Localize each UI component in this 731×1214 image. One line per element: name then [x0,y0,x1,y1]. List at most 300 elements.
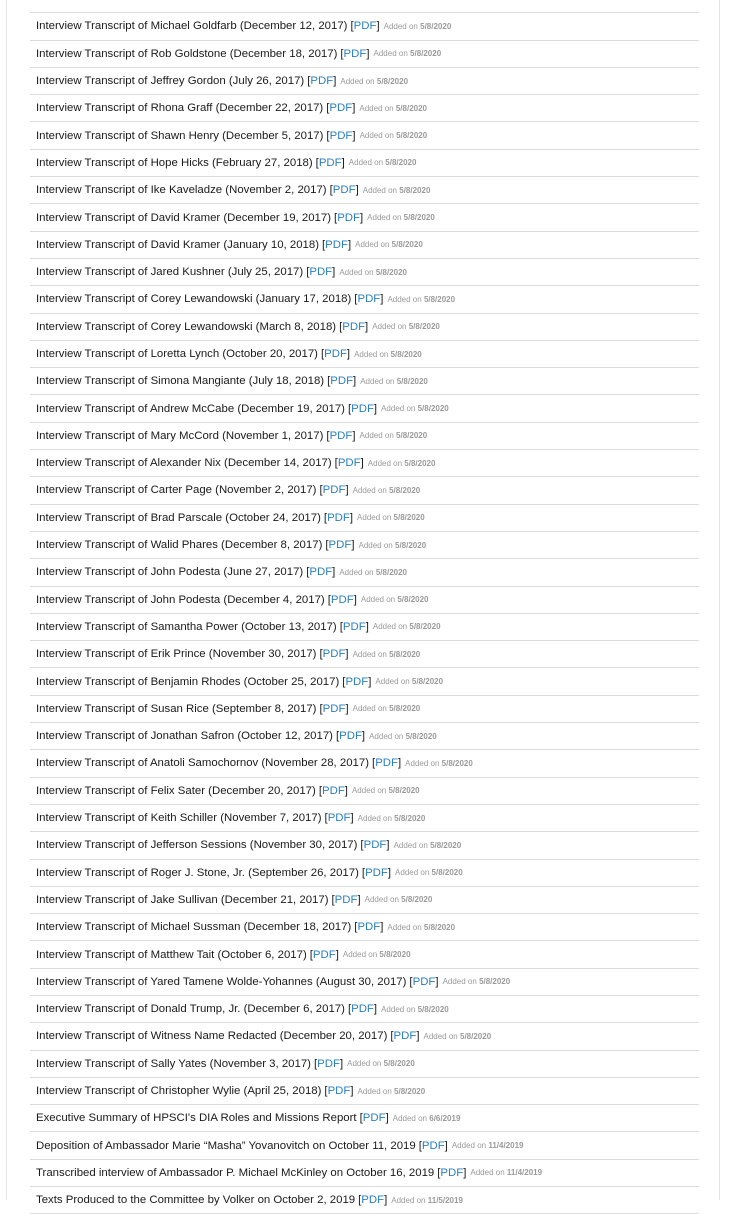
document-title: Texts Produced to the Committee by Volker on October 2, 2019 [36,1194,356,1207]
added-on-date: 5/8/2020 [394,813,426,823]
added-on-note [358,1087,426,1096]
pdf-link-wrapper: [PDF] [306,566,336,579]
added-on-date: 5/8/2020 [411,677,444,687]
added-on-label: Added on [391,1195,426,1205]
document-row [30,341,699,368]
added-on-date: 5/8/2020 [390,349,422,359]
added-on-note [353,486,421,495]
pdf-link[interactable]: PDF [412,975,436,988]
added-on-date: 5/8/2020 [389,485,421,495]
document-title: Interview Transcript of Roger J. Stone, Jr. (September 26, 2017) [36,866,359,879]
document-title: Interview Transcript of David Kramer (January 10, 2018) [36,238,319,251]
document-row [30,177,699,204]
added-on-note [359,541,427,550]
document-row [30,778,699,805]
pdf-link-wrapper: [PDF] [418,1139,448,1152]
added-on-label: Added on [470,1168,505,1178]
pdf-link[interactable]: PDF [393,1030,417,1043]
document-title: Deposition of Ambassador Marie “Masha” Yovanovitch on October 11, 2019 [36,1139,416,1152]
pdf-link-wrapper: [PDF] [313,1057,344,1070]
added-on-date: 5/8/2020 [375,567,407,577]
added-on-date: 5/8/2020 [479,977,511,987]
added-on-date: 5/8/2020 [430,840,462,850]
added-on-label: Added on [405,758,440,768]
added-on-date: 5/8/2020 [375,267,407,277]
added-on-label: Added on [359,103,394,113]
added-on-label: Added on [423,1031,458,1041]
pdf-link[interactable]: PDF [328,539,352,552]
document-row [30,368,699,395]
document-row [30,122,699,149]
pdf-link[interactable]: PDF [351,1003,374,1016]
added-on-date: 11/4/2019 [506,1168,543,1178]
pdf-link-wrapper: [PDF] [324,1085,354,1098]
document-title: Interview Transcript of Sally Yates (November 3, 2017) [36,1057,311,1070]
added-on-note [353,704,421,713]
document-row [30,68,699,95]
added-on-date: 5/8/2020 [395,103,427,113]
document-title: Interview Transcript of Donald Trump, Jr. (December 6, 2017) [36,1003,345,1016]
document-row [30,614,699,641]
added-on-label: Added on [347,1059,382,1069]
pdf-link-wrapper: [PDF] [319,702,349,715]
added-on-label: Added on [360,595,396,605]
added-on-label: Added on [352,485,387,495]
document-title: Interview Transcript of Mary McCord (November 1, 2017) [36,429,324,442]
added-on-label: Added on [381,404,416,414]
pdf-link[interactable]: PDF [351,402,374,415]
added-on-date: 5/8/2020 [395,540,427,550]
added-on-label: Added on [372,322,407,332]
document-title: Interview Transcript of Rhona Graff (December 22, 2017) [36,102,324,115]
document-title: Interview Transcript of Erik Prince (November 30, 2017) [36,648,317,661]
added-on-note [363,186,431,195]
document-title: Interview Transcript of Alexander Nix (December 14, 2017) [36,457,332,470]
pdf-link[interactable]: PDF [362,1112,386,1125]
document-row [30,832,699,859]
pdf-link-wrapper: [PDF] [323,511,354,524]
added-on-date: 5/8/2020 [417,1004,449,1014]
pdf-link[interactable]: PDF [317,1057,340,1070]
pdf-link[interactable]: PDF [363,839,387,852]
added-on-note [424,1032,492,1041]
added-on-label: Added on [357,1086,392,1096]
pdf-link[interactable]: PDF [357,293,381,306]
document-title: Interview Transcript of Samantha Power (October 13, 2017) [36,620,337,633]
pdf-link[interactable]: PDF [361,1194,385,1207]
pdf-link-wrapper: [PDF] [320,348,351,360]
added-on-note [443,977,511,986]
added-on-note [375,677,443,686]
added-on-label: Added on [387,294,422,304]
added-on-note [368,459,436,468]
pdf-link-wrapper: [PDF] [340,47,370,60]
added-on-label: Added on [354,349,389,359]
added-on-date: 5/8/2020 [441,758,473,768]
added-on-label: Added on [392,1113,428,1123]
added-on-label: Added on [442,977,477,987]
document-row [30,668,699,695]
pdf-link-wrapper: [PDF] [315,156,345,169]
pdf-link[interactable]: PDF [327,812,351,825]
document-title: Interview Transcript of Michael Goldfarb (December 12, 2017) [36,20,348,33]
added-on-note [357,513,425,522]
document-row [30,941,699,968]
pdf-link[interactable]: PDF [310,75,334,88]
added-on-date: 11/5/2019 [427,1195,463,1205]
added-on-date: 5/8/2020 [403,213,435,223]
added-on-date: 5/8/2020 [383,1059,415,1069]
pdf-link[interactable]: PDF [342,320,366,333]
pdf-link-wrapper: [PDF] [334,211,364,224]
added-on-date: 5/8/2020 [410,49,442,59]
added-on-date: 5/8/2020 [417,404,449,414]
document-row [30,395,699,422]
pdf-link[interactable]: PDF [353,20,377,33]
pdf-link-wrapper: [PDF] [347,402,378,415]
added-on-date: 5/8/2020 [385,158,417,168]
pdf-link[interactable]: PDF [312,948,336,961]
document-title: Interview Transcript of Rob Goldstone (December 18, 2017) [36,47,338,60]
pdf-link-wrapper: [PDF] [437,1166,467,1179]
added-on-date: 5/8/2020 [389,649,421,659]
pdf-link[interactable]: PDF [337,457,361,470]
added-on-note [393,1114,461,1123]
pdf-link-wrapper: [PDF] [354,921,384,934]
added-on-label: Added on [355,240,390,250]
document-title: Interview Transcript of Jared Kushner (July 25, 2017) [36,266,304,279]
added-on-note [349,158,417,167]
document-row [30,1105,699,1132]
document-title: Interview Transcript of Andrew McCabe (December 19, 2017) [36,402,345,415]
added-on-note [353,650,421,659]
document-row [30,423,699,450]
added-on-note [347,1059,415,1068]
added-on-note [367,213,435,222]
document-row [30,204,699,231]
pdf-link[interactable]: PDF [322,702,346,715]
added-on-note [381,1005,449,1014]
document-row [30,641,699,668]
panel-left-border [6,0,7,1200]
document-title: Interview Transcript of Hope Hicks (February 27, 2018) [36,156,313,169]
pdf-link-wrapper: [PDF] [361,866,392,879]
added-on-note [361,595,429,604]
added-on-label: Added on [342,950,378,960]
added-on-note [369,732,437,741]
document-row [30,750,699,777]
added-on-label: Added on [362,185,398,195]
document-row [30,1187,699,1214]
pdf-link[interactable]: PDF [309,266,333,279]
added-on-note [359,104,427,113]
added-on-date: 5/8/2020 [408,322,440,332]
added-on-label: Added on [375,677,410,687]
pdf-link[interactable]: PDF [345,675,369,688]
pdf-link[interactable]: PDF [365,866,388,879]
added-on-note [360,377,428,386]
added-on-label: Added on [364,895,399,905]
added-on-note [355,240,423,249]
pdf-link-wrapper: [PDF] [327,375,357,388]
document-row [30,1078,699,1105]
document-title: Interview Transcript of Ike Kaveladze (November 2, 2017) [36,184,327,197]
document-row [30,723,699,750]
added-on-note [405,759,473,768]
pdf-link-wrapper: [PDF] [339,320,369,333]
added-on-date: 6/6/2019 [429,1113,461,1123]
pdf-link-wrapper: [PDF] [342,675,372,688]
document-title: Interview Transcript of Simona Mangiante (July 18, 2018) [36,375,325,388]
added-on-label: Added on [360,376,395,386]
added-on-label: Added on [352,704,387,714]
added-on-date: 5/8/2020 [397,595,429,605]
added-on-label: Added on [381,1004,416,1014]
document-title: Interview Transcript of John Podesta (December 4, 2017) [36,593,325,606]
added-on-label: Added on [387,922,422,932]
pdf-link-wrapper: [PDF] [335,730,366,743]
added-on-note [381,404,449,413]
pdf-link-wrapper: [PDF] [339,620,369,633]
pdf-link[interactable]: PDF [334,893,358,906]
added-on-label: Added on [359,131,394,141]
pdf-link[interactable]: PDF [325,238,348,251]
added-on-label: Added on [393,840,428,850]
document-row [30,150,699,177]
panel-right-border [719,0,720,1200]
document-row [30,559,699,586]
added-on-date: 5/8/2020 [391,240,423,250]
pdf-link-wrapper: [PDF] [324,812,354,825]
document-row [30,232,699,259]
added-on-note [470,1168,542,1177]
added-on-note [395,868,463,877]
pdf-link[interactable]: PDF [330,593,354,606]
added-on-label: Added on [367,458,403,468]
document-row [30,41,699,68]
document-title: Executive Summary of HPSCI's DIA Roles and Missions Report [36,1112,357,1125]
added-on-label: Added on [348,158,384,168]
added-on-date: 5/8/2020 [399,185,431,195]
pdf-link-wrapper: [PDF] [326,102,356,115]
added-on-note [394,841,462,850]
pdf-link-wrapper: [PDF] [309,948,339,961]
document-row [30,996,699,1023]
pdf-link-wrapper: [PDF] [322,238,352,251]
pdf-link-wrapper: [PDF] [331,893,361,906]
added-on-label: Added on [351,786,387,796]
pdf-link-wrapper: [PDF] [307,75,337,88]
pdf-link-wrapper: [PDF] [326,129,356,142]
document-row [30,805,699,832]
pdf-link-wrapper: [PDF] [409,975,439,988]
pdf-link[interactable]: PDF [327,511,350,524]
pdf-link-wrapper: [PDF] [325,539,355,552]
document-title: Interview Transcript of Anatoli Samochornov (November 28, 2017) [36,757,370,770]
document-title: Interview Transcript of Jake Sullivan (December 21, 2017) [36,893,329,906]
document-title: Interview Transcript of Michael Sussman (December 18, 2017) [36,921,352,934]
pdf-link[interactable]: PDF [343,47,367,60]
added-on-note [343,950,411,959]
pdf-link-wrapper: [PDF] [329,184,359,197]
document-title: Interview Transcript of Keith Schiller (November 7, 2017) [36,812,322,825]
added-on-label: Added on [369,731,404,741]
document-title: Interview Transcript of Felix Sater (December 20, 2017) [36,784,316,797]
added-on-date: 5/8/2020 [460,1031,492,1041]
document-title: Interview Transcript of Christopher Wylie (April 25, 2018) [36,1085,322,1098]
document-row [30,477,699,504]
added-on-note [339,268,407,277]
pdf-link-wrapper: [PDF] [319,484,349,497]
pdf-link-wrapper: [PDF] [306,266,336,279]
added-on-label: Added on [340,76,375,86]
document-title: Interview Transcript of John Podesta (June 27, 2017) [36,566,304,579]
pdf-link[interactable]: PDF [342,620,366,633]
document-row [30,286,699,313]
pdf-link[interactable]: PDF [309,566,333,579]
document-title: Interview Transcript of Jefferson Sessions (November 30, 2017) [36,839,358,852]
added-on-date: 11/4/2019 [488,1141,524,1151]
added-on-date: 5/8/2020 [423,294,456,304]
pdf-link[interactable]: PDF [318,156,342,169]
pdf-link[interactable]: PDF [332,184,356,197]
pdf-link[interactable]: PDF [329,429,353,442]
pdf-link-wrapper: [PDF] [359,1112,389,1125]
pdf-link[interactable]: PDF [375,757,398,770]
document-title: Interview Transcript of Loretta Lynch (October 20, 2017) [36,348,318,360]
added-on-label: Added on [383,21,418,31]
pdf-link[interactable]: PDF [324,348,347,360]
added-on-date: 5/8/2020 [423,922,456,932]
added-on-note [365,895,433,904]
document-row [30,696,699,723]
added-on-date: 5/8/2020 [396,431,428,441]
document-row [30,1051,699,1078]
document-title: Interview Transcript of David Kramer (December 19, 2017) [36,211,332,224]
added-on-date: 5/8/2020 [394,1086,426,1096]
added-on-date: 5/8/2020 [420,21,452,31]
added-on-label: Added on [357,813,392,823]
pdf-link[interactable]: PDF [322,784,345,797]
document-title: Interview Transcript of Corey Lewandowski (January 17, 2018) [36,293,352,306]
added-on-note [360,431,428,440]
added-on-note [387,295,455,304]
pdf-link-wrapper: [PDF] [318,784,348,797]
document-title: Interview Transcript of Jonathan Safron (October 12, 2017) [36,730,333,743]
added-on-note [360,131,428,140]
added-on-label: Added on [395,868,430,878]
document-title: Interview Transcript of Matthew Tait (October 6, 2017) [36,948,307,961]
added-on-note [373,622,441,631]
added-on-note [339,568,407,577]
added-on-note [391,1196,463,1205]
pdf-link-wrapper: [PDF] [334,457,364,470]
pdf-link[interactable]: PDF [329,129,353,142]
pdf-link-wrapper: [PDF] [319,648,349,661]
added-on-note [340,77,408,86]
added-on-date: 5/8/2020 [379,950,411,960]
pdf-link-wrapper: [PDF] [326,429,356,442]
pdf-link[interactable]: PDF [322,648,346,661]
added-on-note [452,1141,524,1150]
document-title: Transcribed interview of Ambassador P. Michael McKinley on October 16, 2019 [36,1166,435,1179]
document-title: Interview Transcript of Yared Tamene Wolde-Yohannes (August 30, 2017) [36,975,407,988]
added-on-date: 5/8/2020 [393,513,425,523]
document-title: Interview Transcript of Shawn Henry (December 5, 2017) [36,129,324,142]
pdf-link[interactable]: PDF [322,484,346,497]
document-title: Interview Transcript of Brad Parscale (October 24, 2017) [36,511,321,524]
pdf-link[interactable]: PDF [337,211,360,224]
added-on-note [352,786,420,795]
added-on-date: 5/8/2020 [409,622,441,632]
added-on-date: 5/8/2020 [404,458,436,468]
added-on-label: Added on [339,267,374,277]
added-on-note [384,22,452,31]
added-on-date: 5/8/2020 [396,376,428,386]
added-on-note [387,923,455,932]
added-on-date: 5/8/2020 [389,704,421,714]
pdf-link-wrapper: [PDF] [360,839,390,852]
pdf-link[interactable]: PDF [329,102,353,115]
document-row [30,532,699,559]
document-title: Interview Transcript of Benjamin Rhodes (October 25, 2017) [36,675,340,688]
document-row [30,1160,699,1187]
added-on-note [374,49,442,58]
pdf-link[interactable]: PDF [327,1085,351,1098]
added-on-label: Added on [357,513,392,523]
added-on-label: Added on [372,622,408,632]
added-on-label: Added on [358,540,393,550]
document-row [30,505,699,532]
added-on-label: Added on [359,431,394,441]
pdf-link-wrapper: [PDF] [350,20,380,33]
document-row [30,914,699,941]
added-on-note [372,322,440,331]
document-title: Interview Transcript of Jeffrey Gordon (July 26, 2017) [36,75,305,88]
document-row [30,887,699,914]
pdf-link[interactable]: PDF [339,730,362,743]
document-list [30,0,699,1214]
pdf-link[interactable]: PDF [421,1139,445,1152]
document-title: Interview Transcript of Walid Phares (December 8, 2017) [36,539,323,552]
added-on-note [354,350,422,359]
document-row [30,259,699,286]
pdf-link-wrapper: [PDF] [390,1030,420,1043]
added-on-date: 5/8/2020 [388,786,420,796]
added-on-label: Added on [451,1141,487,1151]
pdf-link-wrapper: [PDF] [327,593,357,606]
added-on-date: 5/8/2020 [405,731,437,741]
document-row [30,860,699,887]
document-title: Interview Transcript of Witness Name Redacted (December 20, 2017) [36,1030,388,1043]
added-on-date: 5/8/2020 [376,76,409,86]
pdf-link-wrapper: [PDF] [372,757,402,770]
pdf-link[interactable]: PDF [357,921,381,934]
pdf-link-wrapper: [PDF] [354,293,384,306]
document-row [30,1023,699,1050]
document-row [30,13,699,40]
document-title: Interview Transcript of Carter Page (November 2, 2017) [36,484,317,497]
added-on-label: Added on [373,49,408,59]
pdf-link[interactable]: PDF [330,375,354,388]
pdf-link-wrapper: [PDF] [358,1194,388,1207]
document-row [30,1132,699,1159]
added-on-label: Added on [339,567,374,577]
added-on-label: Added on [352,649,387,659]
added-on-label: Added on [367,213,402,223]
pdf-link[interactable]: PDF [440,1166,464,1179]
document-row [30,0,699,13]
